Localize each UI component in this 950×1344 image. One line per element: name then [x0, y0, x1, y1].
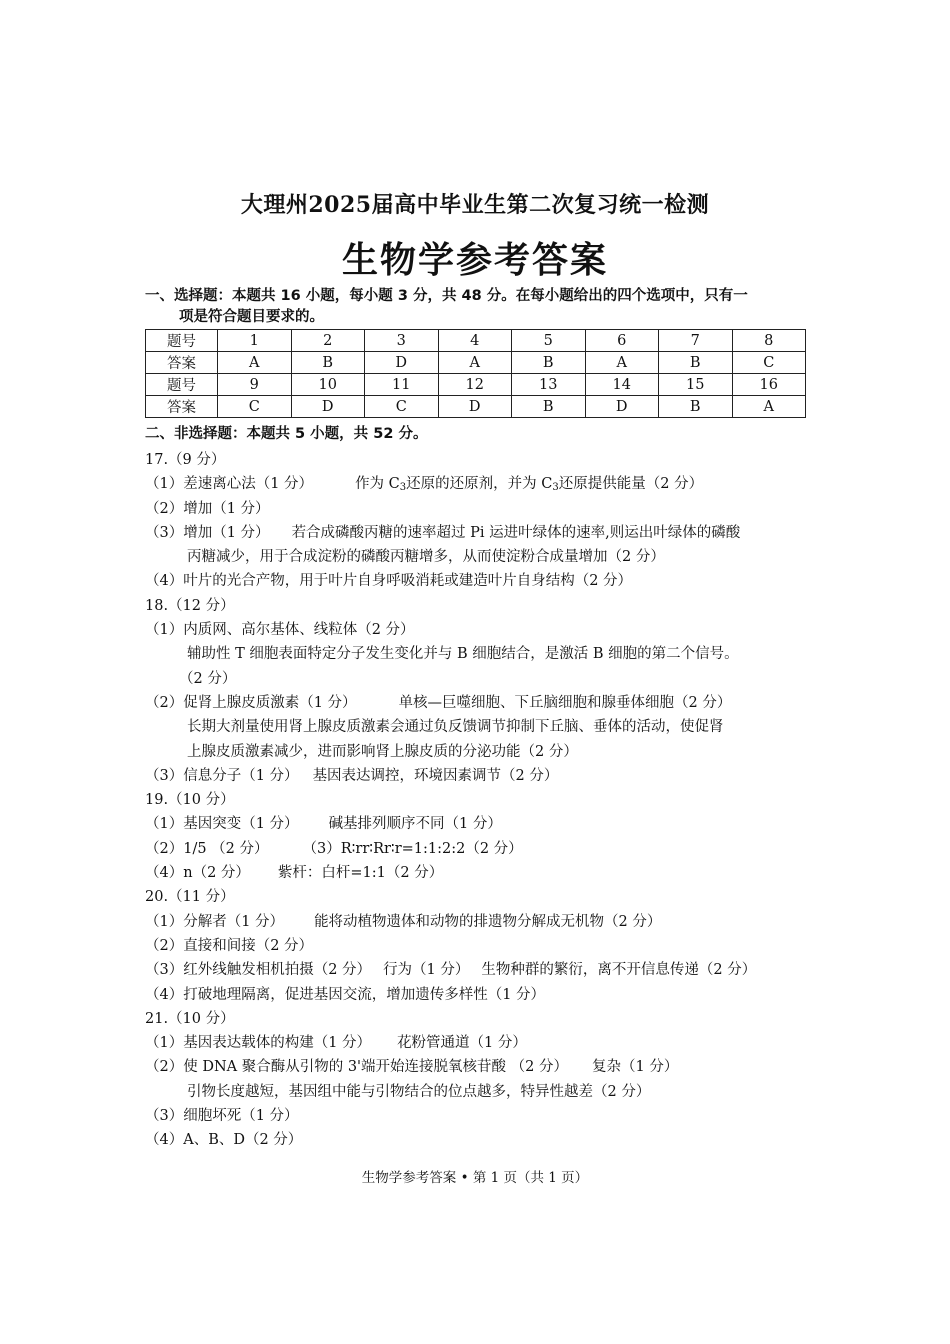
- table-cell: D: [291, 396, 365, 418]
- q17-part1-b-post: 还原提供能量（2 分）: [558, 476, 704, 493]
- q18-part2-a: （2）促肾上腺皮质激素（1 分）: [145, 694, 357, 711]
- table-cell: 7: [659, 330, 733, 352]
- q20-part2: （2）直接和间接（2 分）: [145, 937, 314, 954]
- table-row-label: 题号: [146, 374, 218, 396]
- q20-part3: [145, 958, 825, 982]
- table-cell: A: [732, 396, 806, 418]
- multiple-choice-answer-table: [145, 329, 806, 418]
- table-row-label: 答案: [146, 396, 218, 418]
- q19-part4-b: 紫杆：白杆=1:1（2 分）: [277, 865, 444, 882]
- q18-heading: 18.（12 分）: [145, 597, 235, 614]
- section1-line2: 项是符合题目要求的。: [179, 309, 324, 325]
- table-cell: C: [365, 396, 439, 418]
- table-cell: B: [512, 352, 586, 374]
- table-cell: A: [438, 352, 512, 374]
- table-cell: B: [659, 352, 733, 374]
- q17-heading: 17.（9 分）: [145, 452, 226, 468]
- q17-part2: （2）增加（1 分）: [145, 500, 270, 517]
- table-cell: D: [438, 396, 512, 418]
- q21-part2: [145, 1055, 825, 1079]
- table-row-numbers-1: [146, 330, 806, 352]
- table-cell: B: [659, 396, 733, 418]
- q20-part4: （4）打破地理隔离，促进基因交流，增加遗传多样性（1 分）: [145, 986, 546, 1003]
- table-cell: 4: [438, 330, 512, 352]
- q17-part3-b: 若合成磷酸丙糖的速率超过 Pi 运进叶绿体的速率,则运出叶绿体的磷酸: [291, 524, 741, 541]
- q19-part1-b: 碱基排列顺序不同（1 分）: [328, 816, 502, 833]
- q18-part2-cont1: 长期大剂量使用肾上腺皮质激素会通过负反馈调节抑制下丘脑、垂体的活动，使促肾: [187, 719, 724, 736]
- table-cell: D: [365, 352, 439, 374]
- q18-part2-cont2: 上腺皮质激素减少，进而影响肾上腺皮质的分泌功能（2 分）: [187, 743, 578, 760]
- q19-part4-a: （4）n（2 分）: [145, 865, 250, 882]
- table-row-numbers-2: [146, 374, 806, 396]
- q17-part1: [145, 472, 825, 496]
- q17-part3-cont: 丙糖减少，用于合成淀粉的磷酸丙糖增多，从而使淀粉合成量增加（2 分）: [187, 549, 665, 566]
- table-row-answers-2: [146, 396, 806, 418]
- subscript-3: 3: [399, 482, 407, 494]
- table-row-answers-1: [146, 352, 806, 374]
- table-cell: C: [218, 396, 292, 418]
- q19-part4: [145, 861, 825, 885]
- q18-part2: [145, 691, 825, 715]
- table-cell: 1: [218, 330, 292, 352]
- q21-part2-cont: 引物长度越短，基因组中能与引物结合的位点越多，特异性越差（2 分）: [187, 1083, 651, 1100]
- q19-part1: [145, 812, 825, 836]
- table-cell: 13: [512, 374, 586, 396]
- table-cell: 15: [659, 374, 733, 396]
- q21-part2-b: 复杂（1 分）: [592, 1059, 679, 1076]
- q19-part3: （3）R∶rr∶Rr∶r=1:1:2:2（2 分）: [302, 840, 523, 857]
- q19-heading: 19.（10 分）: [145, 792, 235, 809]
- q17-part4: （4）叶片的光合产物，用于叶片自身呼吸消耗或建造叶片自身结构（2 分）: [145, 573, 633, 590]
- answers-body: [145, 448, 825, 1153]
- page-footer: 生物学参考答案 • 第 1 页（共 1 页）: [361, 1170, 589, 1186]
- q21-heading: 21.（10 分）: [145, 1010, 235, 1027]
- q18-part1-cont: 辅助性 T 细胞表面特定分子发生变化并与 B 细胞结合，是激活 B 细胞的第二个信号。: [187, 646, 739, 663]
- q20-heading: 20.（11 分）: [145, 889, 235, 906]
- table-cell: D: [585, 396, 659, 418]
- table-cell: 14: [585, 374, 659, 396]
- table-cell: C: [732, 352, 806, 374]
- q21-part1-b: 花粉管通道（1 分）: [397, 1035, 527, 1052]
- q17-part1-a: （1）差速离心法（1 分）: [145, 476, 314, 493]
- table-cell: 11: [365, 374, 439, 396]
- section1-line1: 一、选择题：本题共 16 小题，每小题 3 分，共 48 分。在每小题给出的四个选项中，只有一: [145, 288, 748, 304]
- table-cell: B: [512, 396, 586, 418]
- table-cell: 5: [512, 330, 586, 352]
- q20-part1-b: 能将动植物遗体和动物的排遗物分解成无机物（2 分）: [314, 913, 662, 930]
- table-cell: 8: [732, 330, 806, 352]
- q17-part3: [145, 521, 825, 545]
- section1-instructions: [145, 286, 815, 328]
- table-cell: 9: [218, 374, 292, 396]
- q18-part3-a: （3）信息分子（1 分）: [145, 767, 299, 784]
- document-title: 生物学参考答案: [341, 239, 608, 281]
- q19-part2-a: （2）1/5 （2 分）: [145, 840, 269, 857]
- q18-part2-b: 单核—巨噬细胞、下丘脑细胞和腺垂体细胞（2 分）: [398, 694, 732, 711]
- table-cell: 12: [438, 374, 512, 396]
- q21-part1-a: （1）基因表达载体的构建（1 分）: [145, 1035, 372, 1052]
- q19-part1-a: （1）基因突变（1 分）: [145, 816, 299, 833]
- exam-title: 大理州2025届高中毕业生第二次复习统一检测: [240, 192, 710, 218]
- q20-part3-b: 行为（1 分）: [383, 962, 470, 979]
- table-row-label: 题号: [146, 330, 218, 352]
- q21-part1: [145, 1031, 825, 1055]
- q21-part2-a: （2）使 DNA 聚合酶从引物的 3'端开始连接脱氧核苷酸 （2 分）: [145, 1059, 568, 1076]
- table-row-label: 答案: [146, 352, 218, 374]
- subscript-3: 3: [552, 482, 559, 494]
- table-cell: 10: [291, 374, 365, 396]
- q17-part3-a: （3）增加（1 分）: [145, 524, 270, 541]
- q18-part1-score: （2 分）: [179, 670, 237, 687]
- section2-title: 二、非选择题：本题共 5 小题，共 52 分。: [145, 426, 428, 442]
- q18-part3: [145, 764, 825, 788]
- table-cell: 2: [291, 330, 365, 352]
- q19-part2: [145, 837, 825, 861]
- q18-part3-b: 基因表达调控，环境因素调节（2 分）: [312, 767, 559, 784]
- q17-part1-b-mid: 还原的还原剂，并为 C: [406, 476, 553, 493]
- q20-part3-a: （3）红外线触发相机拍摄（2 分）: [145, 962, 372, 979]
- table-cell: B: [291, 352, 365, 374]
- q17-part1-b-pre: 作为 C: [355, 476, 400, 493]
- q20-part1-a: （1）分解者（1 分）: [145, 913, 285, 930]
- q18-part1: （1）内质网、高尔基体、线粒体（2 分）: [145, 622, 415, 639]
- table-cell: 6: [585, 330, 659, 352]
- q21-part3: （3）细胞坏死（1 分）: [145, 1108, 299, 1125]
- q20-part3-c: 生物种群的繁衍，离不开信息传递（2 分）: [481, 962, 757, 979]
- q21-part4: （4）A、B、D（2 分）: [145, 1132, 303, 1149]
- q20-part1: [145, 910, 825, 934]
- table-cell: A: [218, 352, 292, 374]
- table-cell: 3: [365, 330, 439, 352]
- table-cell: 16: [732, 374, 806, 396]
- table-cell: A: [585, 352, 659, 374]
